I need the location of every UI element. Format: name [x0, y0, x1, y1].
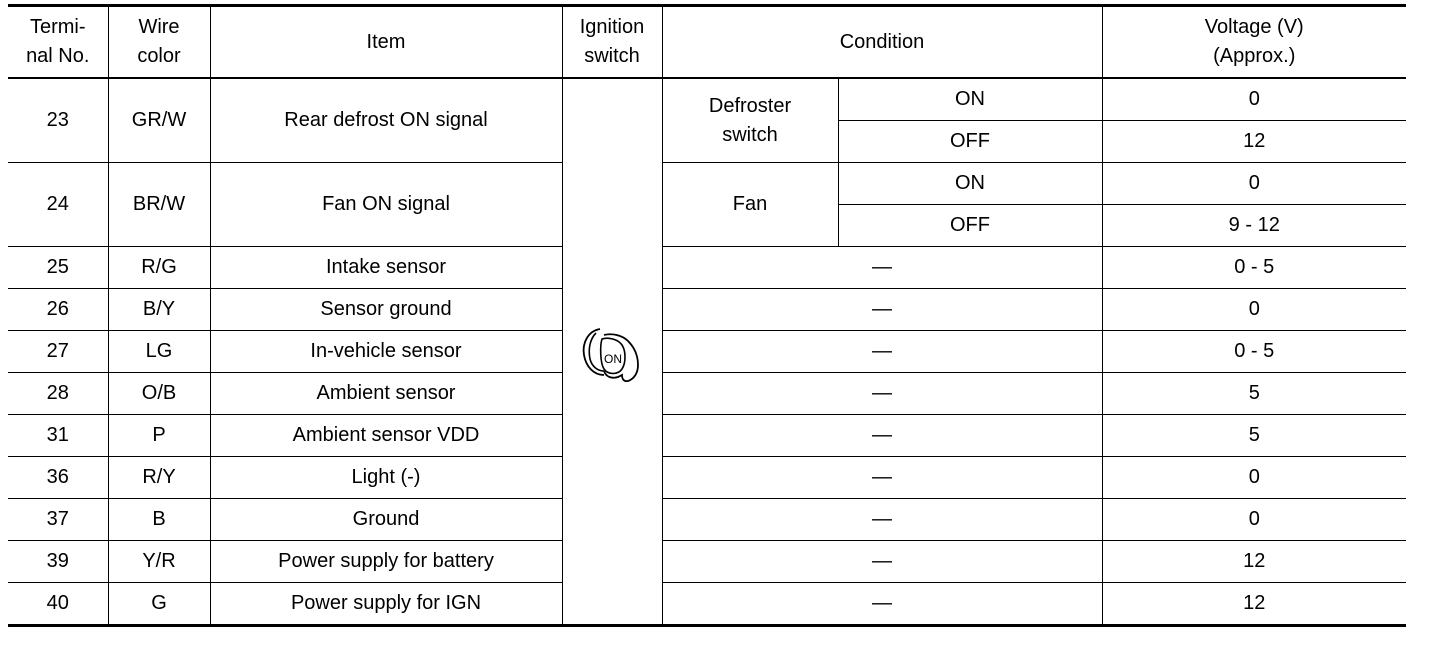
voltage-cell: 0: [1102, 78, 1406, 121]
wire-color-cell: Y/R: [108, 541, 210, 583]
voltage-cell: 9 - 12: [1102, 205, 1406, 247]
terminal-table-container: [8, 4, 1406, 627]
wire-color-cell: R/G: [108, 247, 210, 289]
item-cell: Rear defrost ON signal: [210, 78, 562, 163]
condition-state-cell: OFF: [838, 121, 1102, 163]
voltage-cell: 0: [1102, 457, 1406, 499]
table-row: [8, 583, 1406, 626]
item-cell: Intake sensor: [210, 247, 562, 289]
table-row: [8, 457, 1406, 499]
voltage-cell: 5: [1102, 373, 1406, 415]
terminal-cell: 27: [8, 331, 108, 373]
voltage-cell: 0: [1102, 499, 1406, 541]
terminal-voltage-table: [8, 4, 1406, 627]
condition-cell: —: [662, 541, 1102, 583]
wire-color-cell: B/Y: [108, 289, 210, 331]
wire-color-cell: BR/W: [108, 163, 210, 247]
condition-cell: —: [662, 457, 1102, 499]
item-cell: Light (-): [210, 457, 562, 499]
voltage-cell: 12: [1102, 541, 1406, 583]
voltage-cell: 0 - 5: [1102, 331, 1406, 373]
terminal-cell: 25: [8, 247, 108, 289]
terminal-cell: 36: [8, 457, 108, 499]
wire-color-cell: P: [108, 415, 210, 457]
item-cell: Power supply for battery: [210, 541, 562, 583]
terminal-cell: 31: [8, 415, 108, 457]
header-condition: Condition: [662, 6, 1102, 79]
table-row: [8, 289, 1406, 331]
table-row: [8, 373, 1406, 415]
ignition-key-on-icon: [578, 319, 646, 385]
wire-color-cell: LG: [108, 331, 210, 373]
item-cell: In-vehicle sensor: [210, 331, 562, 373]
wire-color-cell: G: [108, 583, 210, 626]
header-item: Item: [210, 6, 562, 79]
condition-cell: —: [662, 373, 1102, 415]
condition-state-cell: ON: [838, 163, 1102, 205]
item-cell: Ambient sensor: [210, 373, 562, 415]
table-row: [8, 541, 1406, 583]
terminal-cell: 37: [8, 499, 108, 541]
voltage-cell: 12: [1102, 583, 1406, 626]
condition-state-cell: ON: [838, 78, 1102, 121]
wire-color-cell: GR/W: [108, 78, 210, 163]
table-row: [8, 78, 1406, 121]
condition-cell: —: [662, 331, 1102, 373]
table-row: [8, 247, 1406, 289]
voltage-cell: 12: [1102, 121, 1406, 163]
condition-group-defroster-switch: Defroster switch: [662, 78, 838, 163]
condition-group-fan: Fan: [662, 163, 838, 247]
voltage-cell: 0 - 5: [1102, 247, 1406, 289]
terminal-cell: 23: [8, 78, 108, 163]
header-row: [8, 6, 1406, 79]
terminal-cell: 39: [8, 541, 108, 583]
table-row: [8, 415, 1406, 457]
condition-cell: —: [662, 499, 1102, 541]
item-cell: Ambient sensor VDD: [210, 415, 562, 457]
wire-color-cell: O/B: [108, 373, 210, 415]
voltage-cell: 0: [1102, 163, 1406, 205]
terminal-cell: 40: [8, 583, 108, 626]
table-row: [8, 163, 1406, 205]
item-cell: Power supply for IGN: [210, 583, 562, 626]
condition-cell: —: [662, 289, 1102, 331]
wire-color-cell: B: [108, 499, 210, 541]
item-cell: Ground: [210, 499, 562, 541]
table-row: [8, 331, 1406, 373]
svg-text:ON: ON: [604, 351, 622, 366]
condition-cell: —: [662, 415, 1102, 457]
voltage-cell: 0: [1102, 289, 1406, 331]
condition-state-cell: OFF: [838, 205, 1102, 247]
terminal-cell: 28: [8, 373, 108, 415]
ignition-switch-cell: [562, 78, 662, 626]
item-cell: Fan ON signal: [210, 163, 562, 247]
terminal-cell: 26: [8, 289, 108, 331]
wire-color-cell: R/Y: [108, 457, 210, 499]
header-ignition-switch: Ignition switch: [562, 6, 662, 79]
condition-cell: —: [662, 583, 1102, 626]
header-terminal-no: Termi- nal No.: [8, 6, 108, 79]
condition-cell: —: [662, 247, 1102, 289]
table-row: [8, 499, 1406, 541]
voltage-cell: 5: [1102, 415, 1406, 457]
header-wire-color: Wire color: [108, 6, 210, 79]
header-voltage: Voltage (V) (Approx.): [1102, 6, 1406, 79]
terminal-cell: 24: [8, 163, 108, 247]
item-cell: Sensor ground: [210, 289, 562, 331]
